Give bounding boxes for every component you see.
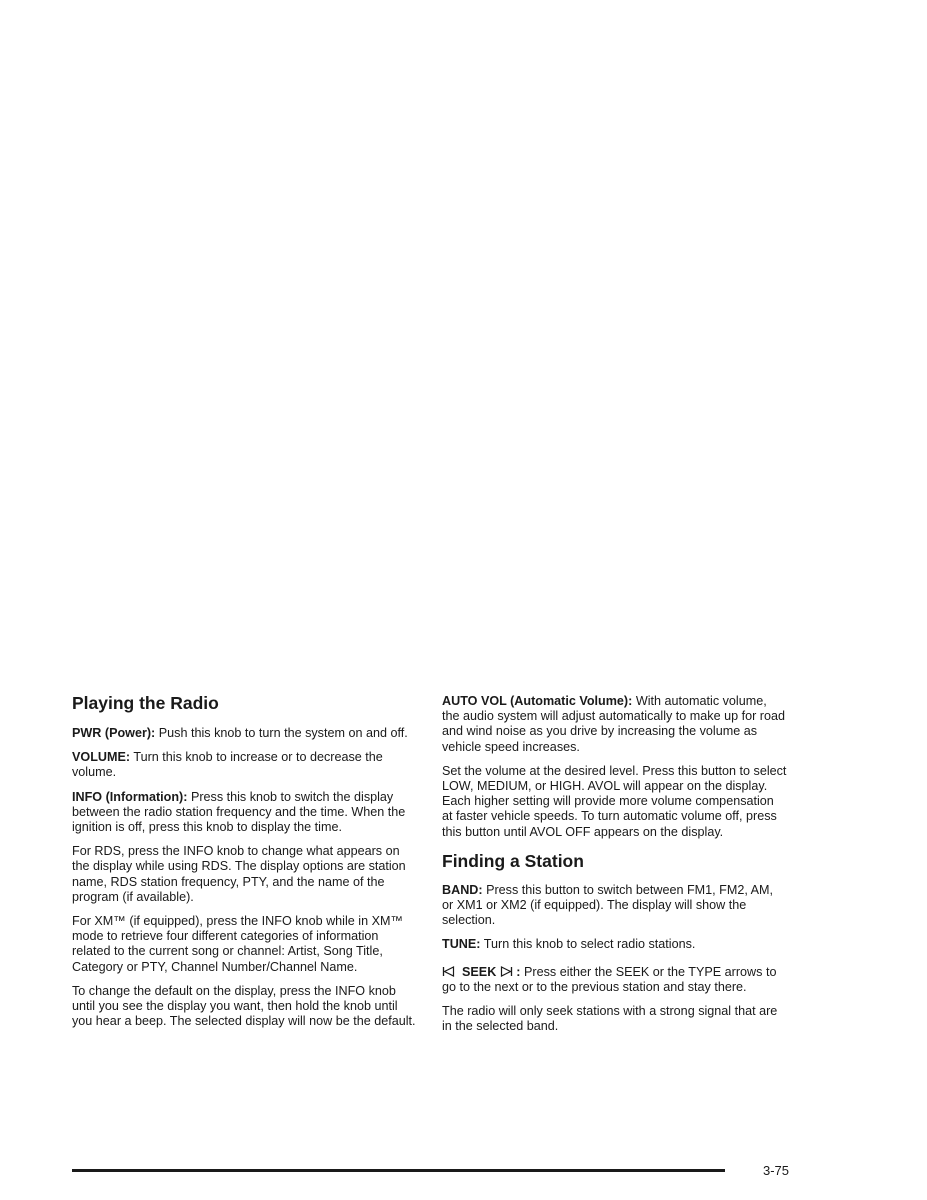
tune-term: TUNE: <box>442 937 481 952</box>
auto-vol-paragraph <box>442 694 787 755</box>
pwr-term: PWR (Power): <box>72 726 156 740</box>
tune-paragraph <box>442 937 787 952</box>
band-term: BAND: <box>442 882 483 897</box>
seek-text: Press either the SEEK or the TYPE arrows to go to the next or to the previous station and stay there. <box>442 964 777 994</box>
seek-term: SEEK <box>462 964 497 979</box>
set-volume-paragraph: Set the volume at the desired level. Press this button to select LOW, MEDIUM, or HIGH. AVOL will appear on the display. Each higher setting will provide more volume compensation at faster vehicle speeds. To turn automatic volume off, press this button until AVOL OFF appears on the display. <box>442 763 787 839</box>
auto-vol-term: AUTO VOL (Automatic Volume): <box>442 694 633 708</box>
tune-text: Turn this knob to select radio stations. <box>483 937 696 952</box>
footer-rule <box>72 1169 725 1172</box>
band-text: Press this button to switch between FM1, FM2, AM, or XM1 or XM2 (if equipped). The display will show the selection. <box>442 882 774 928</box>
seek-colon: : <box>516 964 521 979</box>
rds-paragraph: For RDS, press the INFO knob to change what appears on the display while using RDS. The display options are station name, RDS station frequency, PTY, and the name of the program (if available). <box>72 844 406 904</box>
info-term: INFO (Information): <box>72 789 188 804</box>
left-column <box>72 692 416 1038</box>
auto-vol-text: With automatic volume, the audio system will adjust automatically to make up for road and wind noise as you drive by increasing the volume as vehicle speed increases. <box>442 694 785 754</box>
seek-back-icon <box>442 966 455 977</box>
section-heading-playing-the-radio: Playing the Radio <box>72 693 219 713</box>
pwr-text: Push this knob to turn the system on and off. <box>158 726 408 740</box>
pwr-paragraph <box>72 726 416 741</box>
signal-paragraph: The radio will only seek stations with a strong signal that are in the selected band. <box>442 1004 778 1034</box>
volume-term: VOLUME: <box>72 750 131 765</box>
seek-forward-icon <box>500 966 513 977</box>
volume-paragraph <box>72 750 416 780</box>
volume-text: Turn this knob to increase or to decrease the volume. <box>72 750 383 780</box>
seek-paragraph <box>442 965 787 995</box>
info-text: Press this knob to switch the display between the radio station frequency and the time. When the ignition is off, press this knob to display the time. <box>72 789 406 835</box>
band-paragraph <box>442 883 787 929</box>
xm-paragraph: For XM™ (if equipped), press the INFO knob while in XM™ mode to retrieve four different categories of information related to the current song or channel: Artist, Song Title, Category or PTY, Channel Number/Channel Name. <box>72 914 404 974</box>
right-column <box>442 694 787 1043</box>
page-number: 3-75 <box>762 1163 789 1178</box>
info-paragraph <box>72 790 416 836</box>
section-heading-finding-a-station: Finding a Station <box>442 850 584 871</box>
default-display-paragraph: To change the default on the display, press the INFO knob until you see the display you want, then hold the knob until you hear a beep. The selected display will now be the default. <box>72 983 416 1029</box>
